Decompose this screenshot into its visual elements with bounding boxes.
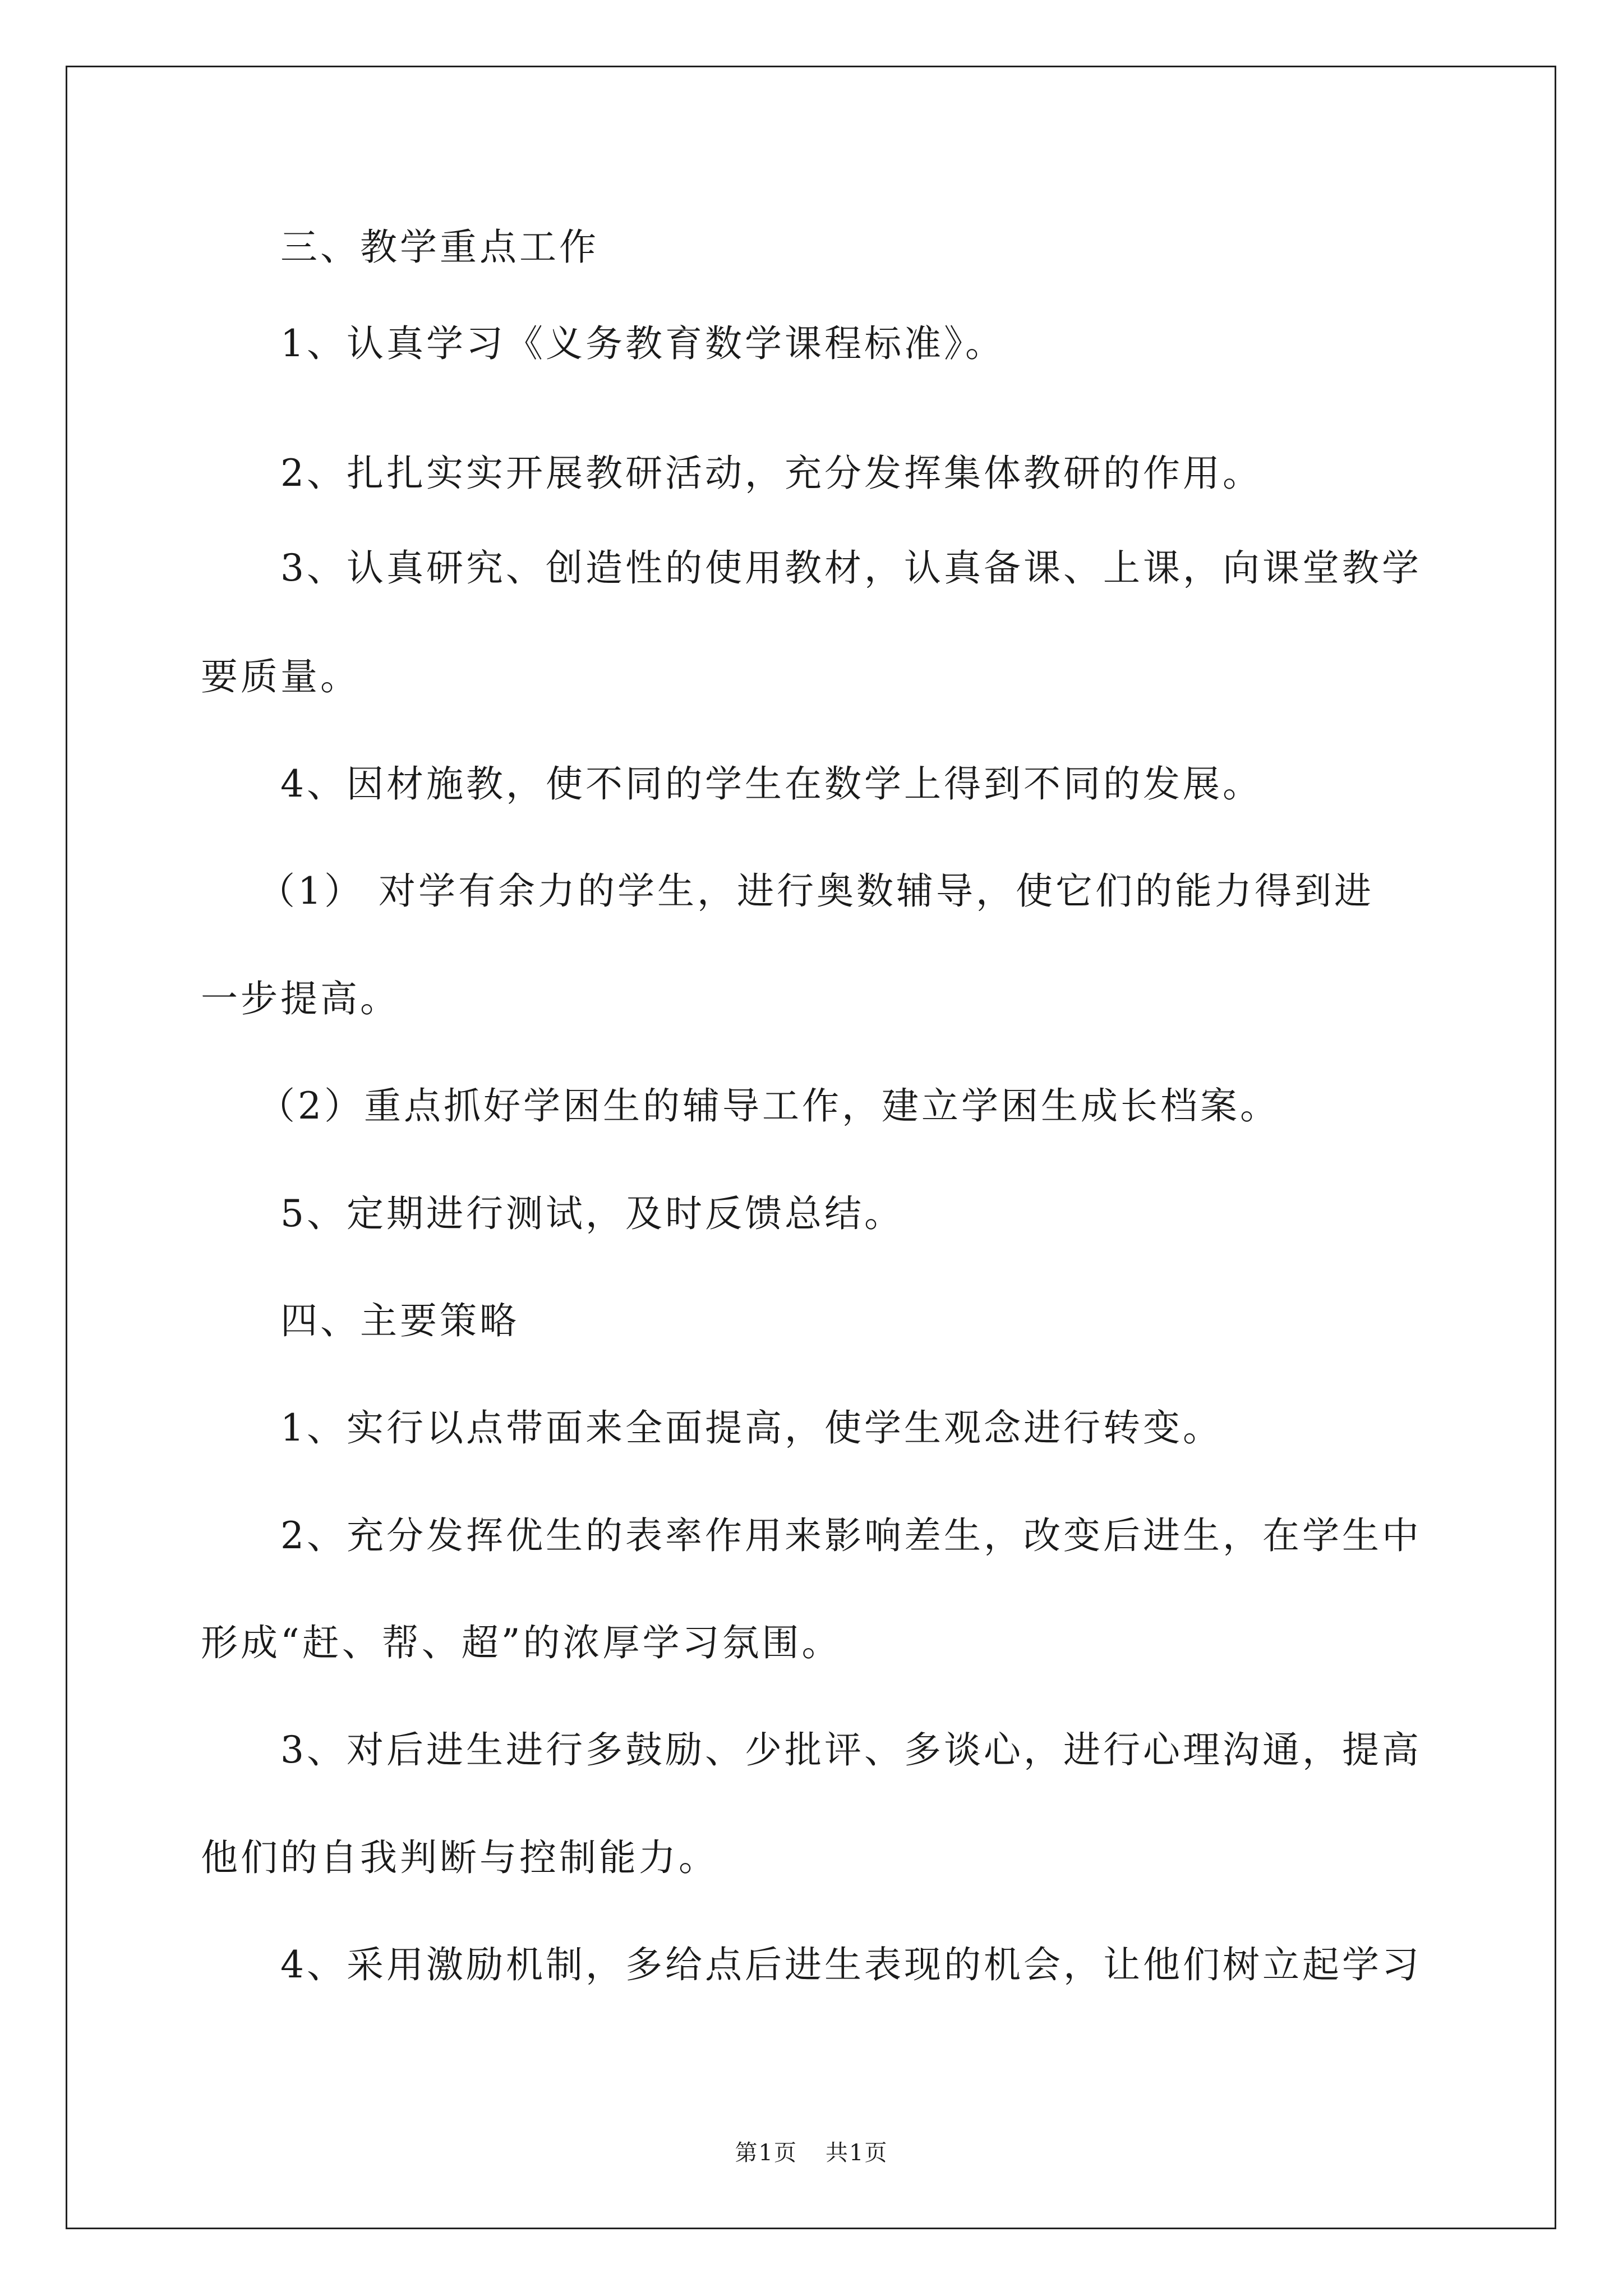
- paragraph-line: 要质量。: [201, 655, 360, 698]
- page-footer: [0, 2139, 1623, 2167]
- paragraph-line: 一步提高。: [201, 977, 400, 1020]
- paragraph-line: 形成“赶、帮、超”的浓厚学习氛围。: [201, 1621, 842, 1664]
- paragraph-line: 2、扎扎实实开展教研活动，充分发挥集体教研的作用。: [280, 452, 1262, 495]
- paragraph-line: 1、实行以点带面来全面提高，使学生观念进行转变。: [280, 1406, 1223, 1450]
- paragraph-line: 5、定期进行测试，及时反馈总结。: [280, 1192, 904, 1235]
- paragraph-line: 他们的自我判断与控制能力。: [201, 1836, 718, 1879]
- paragraph-line: （2）重点抓好学困生的辅导工作，建立学困生成长档案。: [258, 1084, 1280, 1128]
- paragraph-line: 3、对后进生进行多鼓励、少批评、多谈心，进行心理沟通，提高: [280, 1728, 1422, 1772]
- paragraph-line: 4、采用激励机制，多给点后进生表现的机会，让他们树立起学习: [280, 1943, 1422, 1986]
- paragraph-line: 3、认真研究、创造性的使用教材，认真备课、上课，向课堂教学: [280, 546, 1422, 590]
- section-heading-3: 三、教学重点工作: [280, 226, 599, 269]
- paragraph-line: 4、因材施教，使不同的学生在数学上得到不同的发展。: [280, 762, 1262, 806]
- paragraph-line: （1） 对学有余力的学生，进行奥数辅导，使它们的能力得到进: [258, 869, 1374, 913]
- paragraph-line: 1、认真学习《义务教育数学课程标准》。: [280, 322, 1005, 365]
- section-heading-4: 四、主要策略: [280, 1299, 519, 1342]
- page-border: [66, 66, 1556, 2229]
- paragraph-line: 2、充分发挥优生的表率作用来影响差生，改变后进生，在学生中: [280, 1514, 1422, 1557]
- page-number: 第1页: [735, 2140, 797, 2166]
- page-total: 共1页: [826, 2140, 888, 2166]
